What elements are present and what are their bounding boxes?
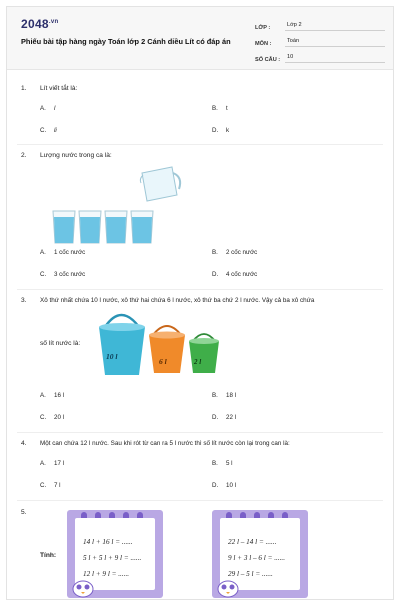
option-text: k <box>226 127 230 134</box>
buckets-illustration <box>95 309 225 379</box>
option-letter: C. <box>40 414 47 421</box>
question-text: Xô thứ nhất chứa 10 l nước, xô thứ hai chứa 6 l nước, xô thứ ba chứ 2 l nước. Vậy cả ba xô chứa <box>40 297 315 304</box>
calc-label: Tính: <box>40 552 57 559</box>
meta-label: LỚP : <box>255 25 271 31</box>
option-letter: C. <box>40 271 47 278</box>
logo-text: 2048 <box>21 17 49 31</box>
option-1b[interactable] <box>212 105 228 112</box>
question-number: 5. <box>21 509 27 516</box>
option-3b[interactable] <box>212 392 236 399</box>
equation: 9 l + 3 l – 6 l = ...... <box>228 554 286 562</box>
option-letter: B. <box>212 249 218 256</box>
question-text: Lít viết tắt là: <box>40 85 78 92</box>
worksheet-page <box>6 6 394 600</box>
divider <box>17 289 383 290</box>
meta-box <box>255 17 385 65</box>
option-2d[interactable] <box>212 271 257 278</box>
cup-icon <box>79 211 101 243</box>
equation: 22 l – 14 l = ...... <box>228 538 277 546</box>
question-number: 4. <box>21 440 27 447</box>
worksheet-header <box>7 7 393 70</box>
option-text: 22 l <box>226 414 236 421</box>
question-text: Một can chứa 12 l nước. Sau khi rót từ can ra 5 l nước thì số lít nước còn lại trong can là: <box>40 440 290 447</box>
option-letter: D. <box>212 271 219 278</box>
water-cups-illustration <box>47 159 187 245</box>
option-letter: B. <box>212 105 218 112</box>
bucket-label-blue: 10 l <box>106 352 118 361</box>
option-text: 5 l <box>226 460 233 467</box>
option-text: 3 cốc nước <box>54 271 86 278</box>
equation: 14 l + 16 l = ...... <box>83 538 133 546</box>
option-2b[interactable] <box>212 249 257 256</box>
owl-icon <box>216 576 240 598</box>
owl-icon <box>71 576 95 598</box>
option-4d[interactable] <box>212 482 236 489</box>
option-text: t <box>226 105 228 112</box>
bucket-label-green: 2 l <box>194 358 202 366</box>
pitcher-icon <box>140 167 180 201</box>
option-text: li <box>54 127 57 134</box>
orange-bucket-icon <box>149 326 185 373</box>
meta-value: Lớp 2 <box>285 22 385 31</box>
equation: 29 l – 5 l = ...... <box>228 570 273 578</box>
option-3c[interactable] <box>40 414 64 421</box>
meta-value: 10 <box>285 54 385 63</box>
option-letter: D. <box>212 414 219 421</box>
page-title: Phiếu bài tập hàng ngày Toán lớp 2 Cánh diều Lít có đáp án <box>21 37 231 46</box>
question-number: 3. <box>21 297 27 304</box>
option-letter: D. <box>212 482 219 489</box>
option-text: 7 l <box>54 482 61 489</box>
option-letter: B. <box>212 460 218 467</box>
green-bucket-icon <box>189 334 219 373</box>
question-text-continued: số lít nước là: <box>40 340 81 347</box>
meta-row-count <box>255 49 385 63</box>
option-2c[interactable] <box>40 271 85 278</box>
site-logo[interactable] <box>21 17 58 31</box>
option-text: 17 l <box>54 460 64 467</box>
option-4a[interactable] <box>40 460 64 467</box>
divider <box>17 500 383 501</box>
calc-card-right <box>212 510 308 598</box>
option-3d[interactable] <box>212 414 236 421</box>
divider <box>17 432 383 433</box>
option-text: 1 cốc nước <box>54 249 86 256</box>
option-text: l <box>54 105 56 112</box>
option-letter: A. <box>40 460 46 467</box>
cup-icon <box>131 211 153 243</box>
option-1d[interactable] <box>212 127 229 134</box>
option-1c[interactable] <box>40 127 57 134</box>
cup-icon <box>105 211 127 243</box>
option-text: 18 l <box>226 392 236 399</box>
equation: 5 l + 5 l + 9 l = ...... <box>83 554 142 562</box>
equation: 12 l + 9 l = ...... <box>83 570 130 578</box>
question-number: 2. <box>21 152 27 159</box>
option-4c[interactable] <box>40 482 61 489</box>
meta-label: MÔN : <box>255 41 272 47</box>
option-letter: B. <box>212 392 218 399</box>
option-2a[interactable] <box>40 249 85 256</box>
meta-row-subject <box>255 33 385 47</box>
meta-value: Toán <box>285 38 385 47</box>
option-letter: A. <box>40 249 46 256</box>
divider <box>17 144 383 145</box>
option-text: 20 l <box>54 414 64 421</box>
option-letter: D. <box>212 127 219 134</box>
meta-label: SỐ CÂU : <box>255 57 281 63</box>
option-text: 10 l <box>226 482 236 489</box>
question-number: 1. <box>21 85 27 92</box>
option-text: 2 cốc nước <box>226 249 258 256</box>
option-text: 4 cốc nước <box>226 271 258 278</box>
option-3a[interactable] <box>40 392 64 399</box>
option-text: 16 l <box>54 392 64 399</box>
cup-icon <box>53 211 75 243</box>
option-letter: C. <box>40 127 47 134</box>
bucket-label-orange: 6 l <box>159 357 167 366</box>
calc-card-left <box>67 510 163 598</box>
question-text: Lượng nước trong ca là: <box>40 152 112 159</box>
option-4b[interactable] <box>212 460 233 467</box>
option-letter: C. <box>40 482 47 489</box>
option-letter: A. <box>40 392 46 399</box>
meta-row-class <box>255 17 385 31</box>
blue-bucket-icon <box>99 315 145 375</box>
option-letter: A. <box>40 105 46 112</box>
option-1a[interactable] <box>40 105 55 112</box>
logo-suffix: .vn <box>48 19 59 25</box>
